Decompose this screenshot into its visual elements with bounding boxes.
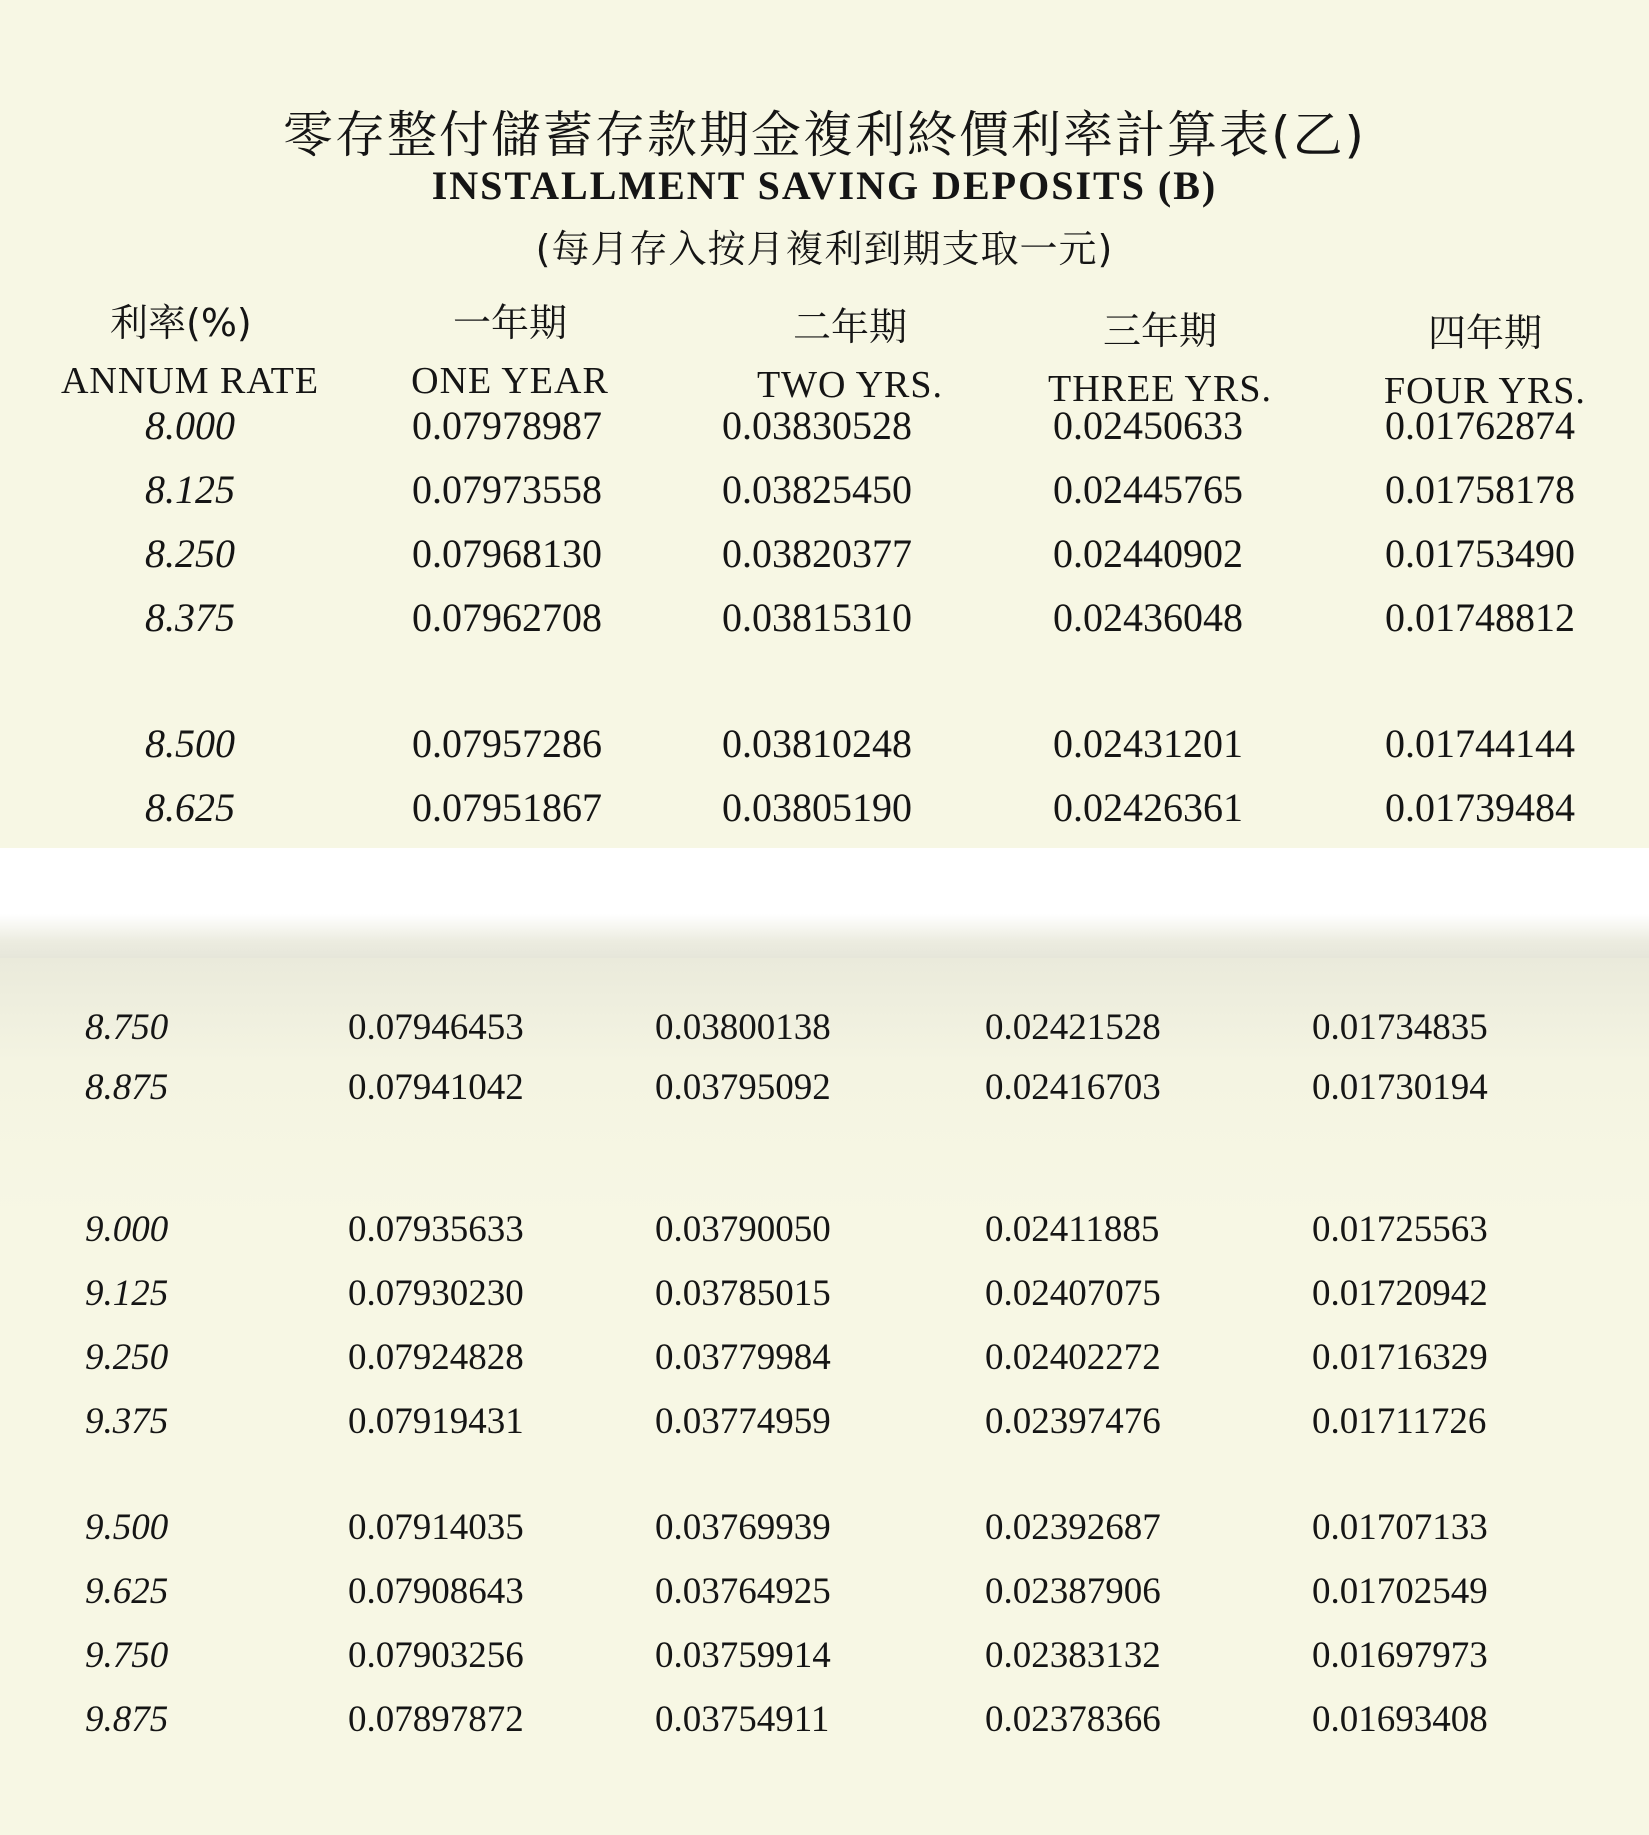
column-header-two-years <box>720 296 980 407</box>
cell-rate: 8.750 <box>85 1007 169 1048</box>
column-header-three-years-en: THREE YRS. <box>1048 368 1272 410</box>
cell-one-year: 0.07903256 <box>348 1635 524 1676</box>
cell-three-years: 0.02416703 <box>985 1067 1161 1108</box>
cell-one-year: 0.07924828 <box>348 1337 524 1378</box>
cell-three-years: 0.02387906 <box>985 1571 1161 1612</box>
cell-two-years: 0.03759914 <box>655 1635 831 1676</box>
cell-rate: 9.000 <box>85 1209 169 1250</box>
cell-two-years: 0.03790050 <box>655 1209 831 1250</box>
cell-rate: 9.500 <box>85 1507 169 1548</box>
cell-one-year: 0.07957286 <box>412 721 602 766</box>
cell-rate: 8.625 <box>145 785 235 830</box>
column-header-four-years-en: FOUR YRS. <box>1384 370 1586 412</box>
cell-four-years: 0.01748812 <box>1385 595 1575 640</box>
cell-four-years: 0.01739484 <box>1385 785 1575 830</box>
column-header-one-year-en: ONE YEAR <box>411 360 609 402</box>
column-header-rate-cn: 利率(%) <box>110 301 252 345</box>
title-chinese: 零存整付儲蓄存款期金複利終價利率計算表(乙) <box>282 106 1366 164</box>
cell-three-years: 0.02436048 <box>1053 595 1243 640</box>
cell-two-years: 0.03810248 <box>722 721 912 766</box>
cell-three-years: 0.02383132 <box>985 1635 1161 1676</box>
cell-rate: 8.500 <box>145 721 235 766</box>
cell-three-years: 0.02440902 <box>1053 531 1243 576</box>
cell-four-years: 0.01693408 <box>1312 1699 1488 1740</box>
column-header-four-years <box>1365 302 1605 413</box>
subtitle: (每月存入按月複利到期支取一元) <box>535 227 1114 271</box>
cell-four-years: 0.01762874 <box>1385 403 1575 448</box>
cell-rate: 8.250 <box>145 531 235 576</box>
cell-rate: 9.375 <box>85 1401 169 1442</box>
cell-four-years: 0.01758178 <box>1385 467 1575 512</box>
cell-one-year: 0.07962708 <box>412 595 602 640</box>
cell-four-years: 0.01702549 <box>1312 1571 1488 1612</box>
cell-three-years: 0.02407075 <box>985 1273 1161 1314</box>
column-header-three-years-cn: 三年期 <box>1102 309 1217 353</box>
cell-one-year: 0.07930230 <box>348 1273 524 1314</box>
cell-three-years: 0.02426361 <box>1053 785 1243 830</box>
cell-four-years: 0.01711726 <box>1312 1401 1487 1442</box>
cell-four-years: 0.01707133 <box>1312 1507 1488 1548</box>
cell-four-years: 0.01725563 <box>1312 1209 1488 1250</box>
cell-three-years: 0.02392687 <box>985 1507 1161 1548</box>
cell-one-year: 0.07919431 <box>348 1401 524 1442</box>
cell-one-year: 0.07946453 <box>348 1007 524 1048</box>
column-header-rate <box>40 292 340 403</box>
cell-two-years: 0.03830528 <box>722 403 912 448</box>
title-english: INSTALLMENT SAVING DEPOSITS (B) <box>431 163 1218 208</box>
cell-one-year: 0.07973558 <box>412 467 602 512</box>
cell-one-year: 0.07935633 <box>348 1209 524 1250</box>
column-header-two-years-cn: 二年期 <box>792 305 907 349</box>
cell-two-years: 0.03815310 <box>722 595 912 640</box>
cell-two-years: 0.03764925 <box>655 1571 831 1612</box>
cell-three-years: 0.02378366 <box>985 1699 1161 1740</box>
cell-two-years: 0.03774959 <box>655 1401 831 1442</box>
cell-one-year: 0.07908643 <box>348 1571 524 1612</box>
cell-two-years: 0.03820377 <box>722 531 912 576</box>
column-header-two-years-en: TWO YRS. <box>756 364 944 406</box>
cell-rate: 9.250 <box>85 1337 169 1378</box>
cell-two-years: 0.03800138 <box>655 1007 831 1048</box>
cell-three-years: 0.02411885 <box>985 1209 1160 1250</box>
cell-two-years: 0.03769939 <box>655 1507 831 1548</box>
cell-rate: 9.625 <box>85 1571 169 1612</box>
cell-two-years: 0.03805190 <box>722 785 912 830</box>
page-fold <box>0 848 1649 958</box>
cell-two-years: 0.03795092 <box>655 1067 831 1108</box>
cell-three-years: 0.02402272 <box>985 1337 1161 1378</box>
cell-one-year: 0.07978987 <box>412 403 602 448</box>
cell-four-years: 0.01734835 <box>1312 1007 1488 1048</box>
cell-rate: 8.375 <box>145 595 235 640</box>
cell-three-years: 0.02431201 <box>1053 721 1243 766</box>
cell-one-year: 0.07897872 <box>348 1699 524 1740</box>
cell-four-years: 0.01730194 <box>1312 1067 1488 1108</box>
cell-rate: 8.875 <box>85 1067 169 1108</box>
column-header-rate-en: ANNUM RATE <box>60 360 320 402</box>
cell-rate: 9.125 <box>85 1273 169 1314</box>
column-header-one-year <box>390 292 630 403</box>
cell-three-years: 0.02450633 <box>1053 403 1243 448</box>
cell-rate: 9.875 <box>85 1699 169 1740</box>
cell-two-years: 0.03785015 <box>655 1273 831 1314</box>
cell-rate: 8.000 <box>145 403 235 448</box>
cell-four-years: 0.01716329 <box>1312 1337 1488 1378</box>
cell-two-years: 0.03754911 <box>655 1699 830 1740</box>
cell-three-years: 0.02397476 <box>985 1401 1161 1442</box>
cell-two-years: 0.03779984 <box>655 1337 831 1378</box>
cell-one-year: 0.07968130 <box>412 531 602 576</box>
cell-rate: 8.125 <box>145 467 235 512</box>
column-header-one-year-cn: 一年期 <box>452 301 567 345</box>
cell-two-years: 0.03825450 <box>722 467 912 512</box>
cell-four-years: 0.01753490 <box>1385 531 1575 576</box>
cell-three-years: 0.02445765 <box>1053 467 1243 512</box>
cell-one-year: 0.07941042 <box>348 1067 524 1108</box>
cell-four-years: 0.01720942 <box>1312 1273 1488 1314</box>
column-header-four-years-cn: 四年期 <box>1427 311 1542 355</box>
cell-four-years: 0.01697973 <box>1312 1635 1488 1676</box>
cell-three-years: 0.02421528 <box>985 1007 1161 1048</box>
column-header-three-years <box>1030 300 1290 411</box>
cell-one-year: 0.07951867 <box>412 785 602 830</box>
cell-one-year: 0.07914035 <box>348 1507 524 1548</box>
cell-rate: 9.750 <box>85 1635 169 1676</box>
cell-four-years: 0.01744144 <box>1385 721 1575 766</box>
